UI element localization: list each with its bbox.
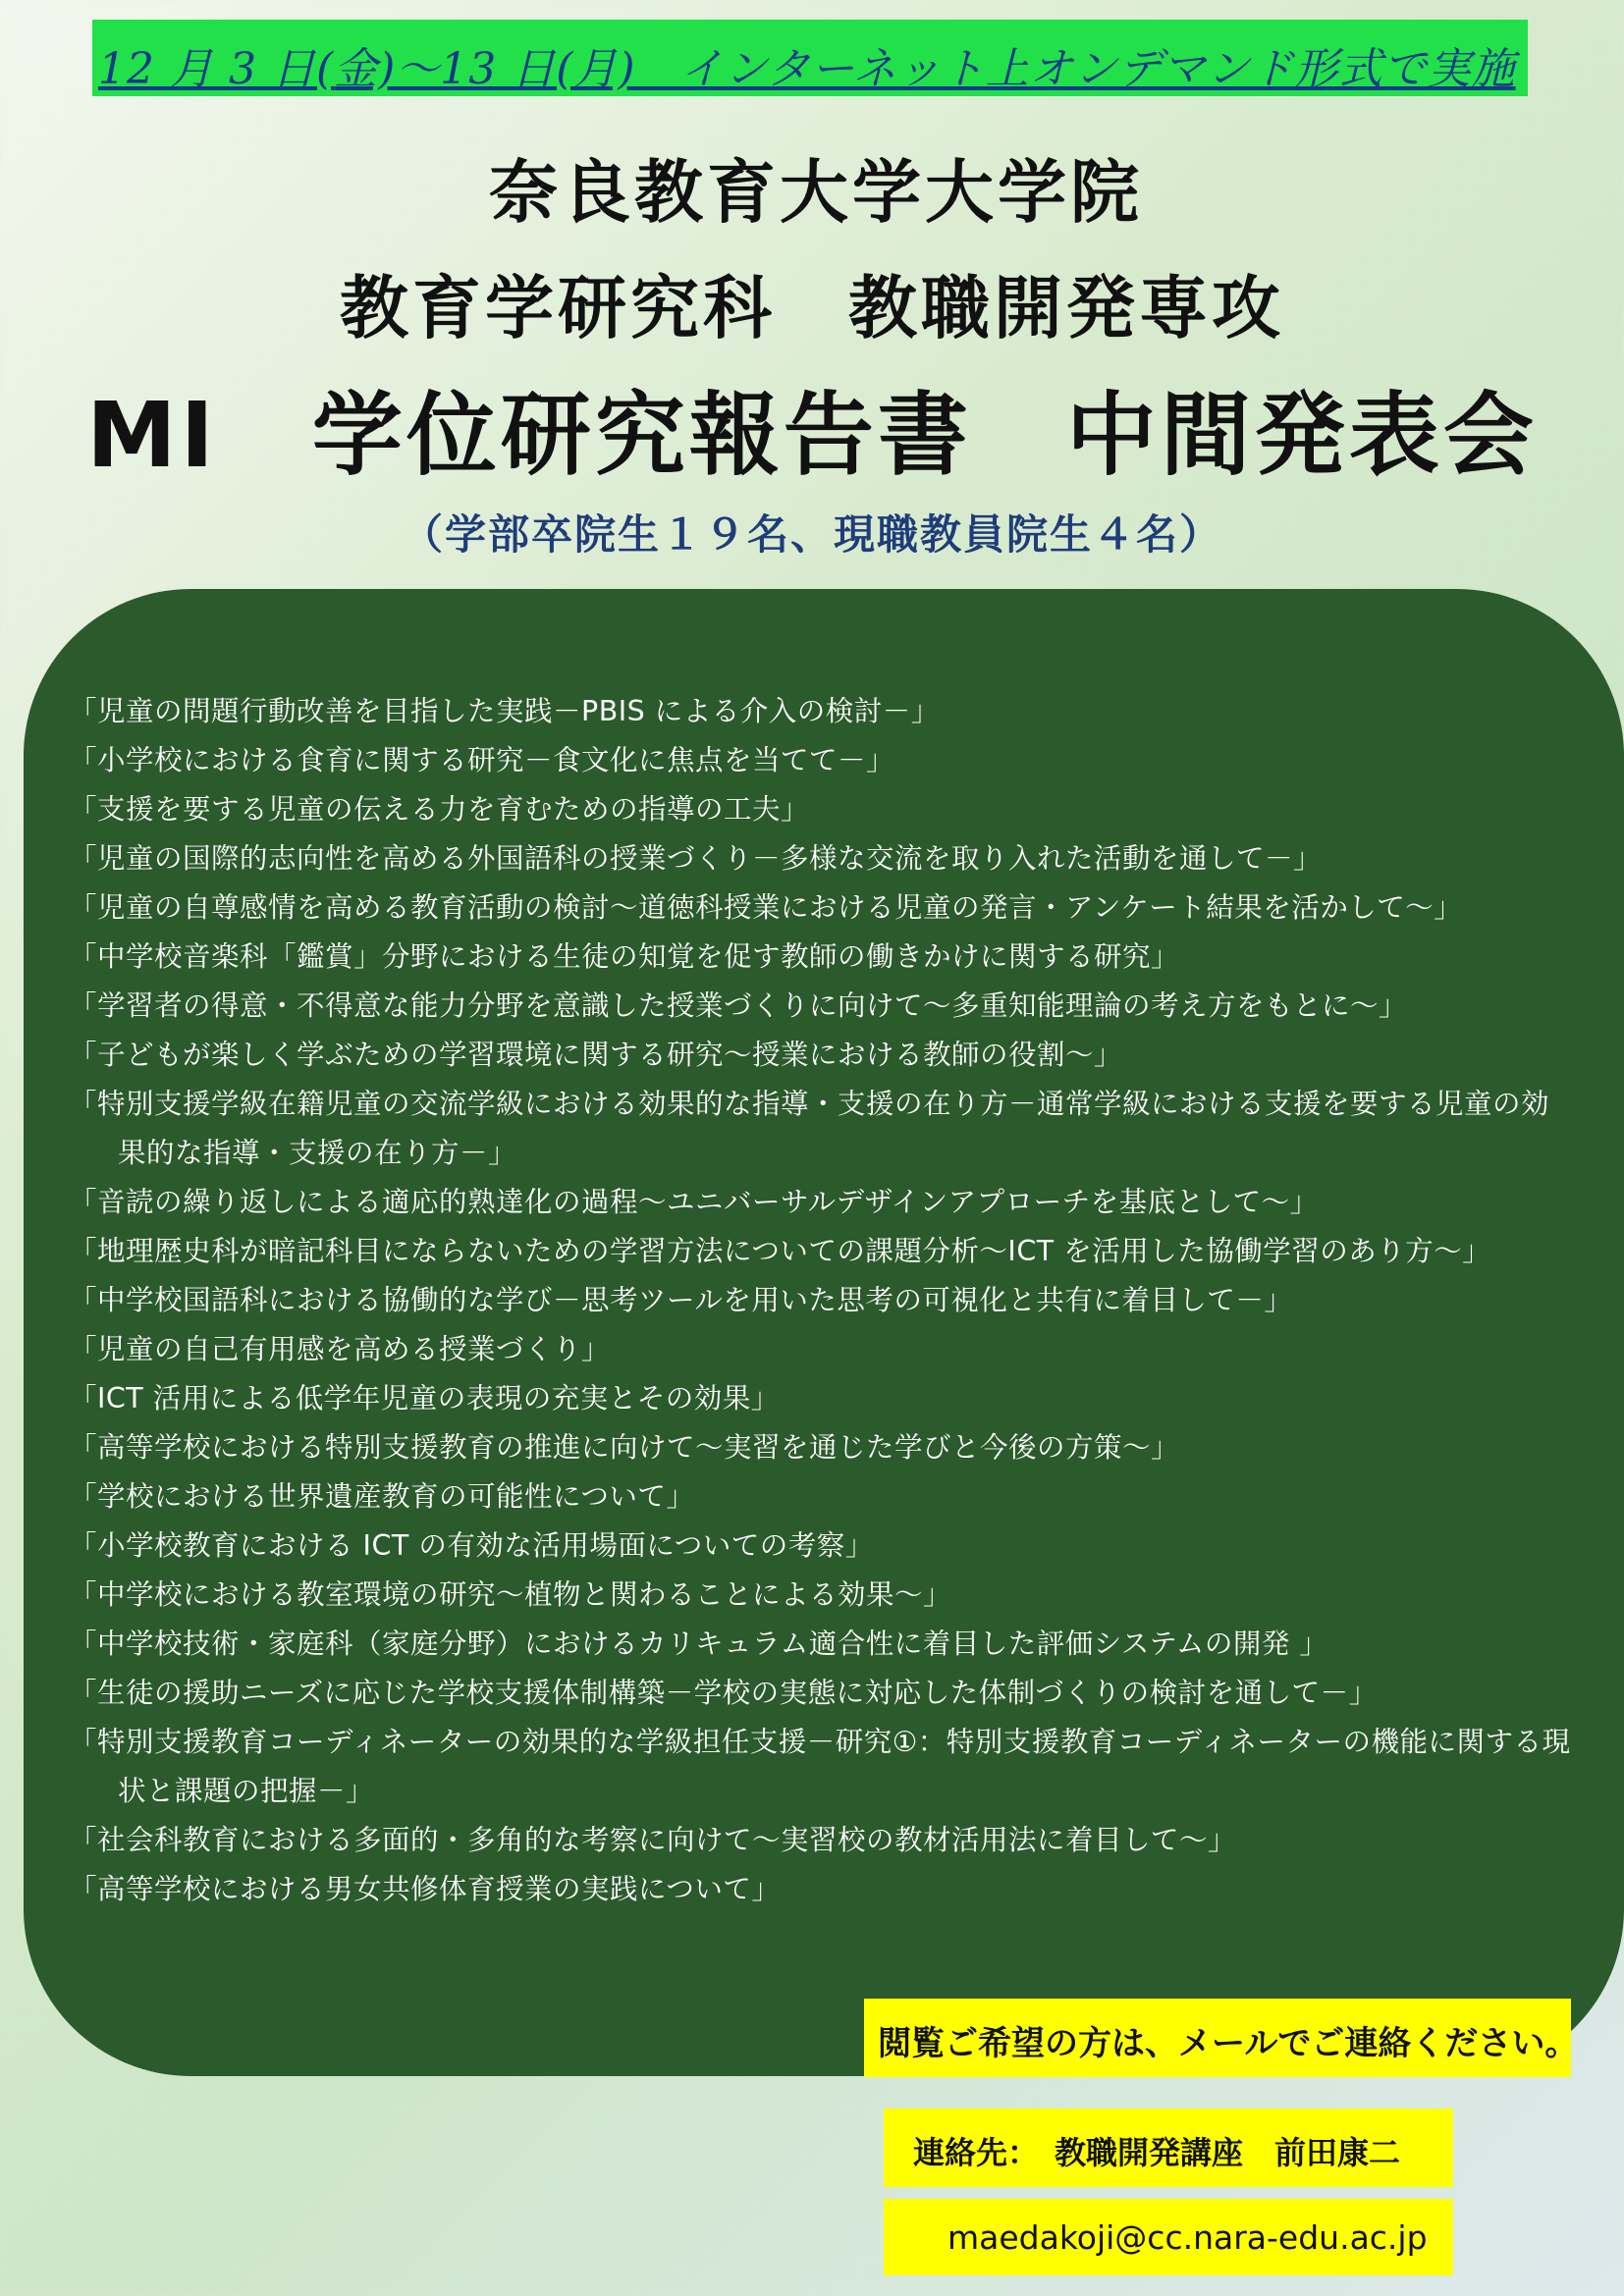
department-title: 教育学研究科 教職開発専攻 [340, 268, 1284, 348]
list-item: 「ICT 活用による低学年児童の表現の充実とその効果」 [69, 1382, 780, 1415]
list-item: 「児童の国際的志向性を高める外国語科の授業づくり－多様な交流を取り入れた活動を通して－」 [69, 842, 1323, 875]
list-item: 「高等学校における特別支援教育の推進に向けて～実習を通じた学びと今後の方策～」 [69, 1431, 1180, 1464]
list-item: 「社会科教育における多面的・多角的な考察に向けて～実習校の教材活用法に着目して～」 [69, 1824, 1237, 1856]
list-item: 「中学校技術・家庭科（家庭分野）におけるカリキュラム適合性に着目した評価システムの開発 」 [69, 1628, 1328, 1660]
list-item: 「学習者の得意・不得意な能力分野を意識した授業づくりに向けて～多重知能理論の考え方をもとに～」 [69, 989, 1408, 1022]
list-item: 「地理歴史科が暗記科目にならないための学習方法についての課題分析～ICT を活用した協働学習のあり方～」 [69, 1235, 1491, 1267]
list-item: 「高等学校における男女共修体育授業の実践について」 [69, 1873, 781, 1905]
list-item: 「児童の自己有用感を高める授業づくり」 [69, 1333, 611, 1365]
list-item: 「特別支援教育コーディネーターの効果的な学級担任支援－研究①：特別支援教育コーディネーターの機能に関する現状と課題の把握－」 [69, 1726, 1571, 1807]
event-title: MⅠ 学位研究報告書 中間発表会 [86, 383, 1538, 488]
list-item: 「児童の問題行動改善を目指した実践－PBIS による介入の検討－」 [69, 695, 940, 727]
list-item: 「中学校における教室環境の研究～植物と関わることによる効果～」 [69, 1578, 952, 1611]
list-item: 「中学校音楽科「鑑賞」分野における生徒の知覚を促す教師の働きかけに関する研究」 [69, 940, 1180, 973]
contact-notice: 閲覧ご希望の方は、メールでご連絡ください。 [864, 1999, 1571, 2077]
presentation-list [69, 687, 1571, 1914]
list-item: 「音読の繰り返しによる適応的熟達化の過程～ユニバーサルデザインアプローチを基底として～」 [69, 1186, 1319, 1218]
list-item: 「学校における世界遺産教育の可能性について」 [69, 1480, 695, 1513]
list-item: 「特別支援学級在籍児童の交流学級における効果的な指導・支援の在り方－通常学級における支援を要する児童の効果的な指導・支援の在り方－」 [69, 1088, 1550, 1169]
date-banner [92, 20, 1528, 96]
list-item: 「小学校教育における ICT の有効な活用場面についての考察」 [69, 1529, 874, 1562]
list-item: 「児童の自尊感情を高める教育活動の検討～道徳科授業における児童の発言・アンケート結果を活かして～」 [69, 891, 1463, 924]
list-item: 「中学校国語科における協働的な学び－思考ツールを用いた思考の可視化と共有に着目して－」 [69, 1284, 1293, 1316]
participants-subtitle: （学部卒院生１９名、現職教員院生４名） [401, 510, 1222, 559]
list-item: 「子どもが楽しく学ぶための学習環境に関する研究～授業における教師の役割～」 [69, 1039, 1123, 1071]
university-title: 奈良教育大学大学院 [489, 152, 1143, 233]
contact-person: 連絡先： 教職開発講座 前田康二 [884, 2109, 1453, 2187]
list-item: 「生徒の援助ニーズに応じた学校支援体制構築－学校の実態に対応した体制づくりの検討を通して－」 [69, 1677, 1378, 1709]
list-item: 「小学校における食育に関する研究－食文化に焦点を当てて－」 [69, 744, 895, 776]
date-text: 12 月 3 日(金)～13 日(月) インターネット上オンデマンド形式で実施 [98, 44, 1516, 94]
list-item: 「支援を要する児童の伝える力を育むための指導の工夫」 [69, 793, 810, 826]
contact-email[interactable]: maedakoji@cc.nara-edu.ac.jp [884, 2199, 1453, 2275]
